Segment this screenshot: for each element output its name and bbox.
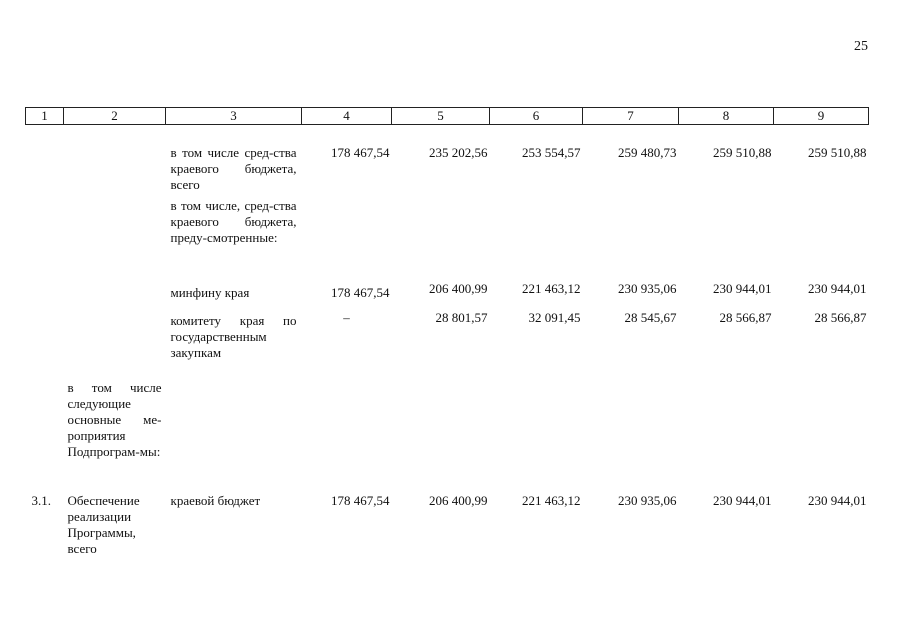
value-cell: 28 545,67 [624, 309, 677, 325]
table-row [26, 380, 869, 493]
funding-source-cell: в том числе сред-ства краевого бюджета, всего [170, 145, 297, 192]
value-cell: 230 935,06 [618, 280, 677, 296]
value-cell: 230 944,01 [713, 280, 772, 296]
value-cell [583, 380, 679, 493]
budget-table [25, 107, 869, 573]
value-cell: 230 944,01 [808, 280, 867, 296]
column-header: 7 [583, 108, 679, 125]
value-cell [302, 198, 392, 281]
value-cell: 206 400,99 [429, 492, 488, 508]
value-cell [774, 380, 869, 493]
value-cell: 178 467,54 [331, 145, 390, 160]
value-cell [583, 198, 679, 281]
value-cell: 28 801,57 [435, 309, 488, 325]
table-row [26, 493, 869, 573]
activity-name-cell: Обеспечение реализации Программы, всего [67, 492, 140, 556]
value-cell: 221 463,12 [522, 280, 581, 296]
table-row [26, 198, 869, 281]
value-cell: 28 566,87 [719, 309, 772, 325]
table-row [26, 281, 869, 310]
column-header: 5 [392, 108, 490, 125]
row-number-cell [26, 310, 64, 380]
column-header: 1 [26, 108, 64, 125]
funding-source-cell: в том числе, сред-ства краевого бюджета, преду-смотренные: [170, 197, 297, 245]
value-cell: 221 463,12 [522, 492, 581, 508]
row-number-cell [26, 281, 64, 310]
value-cell [679, 380, 774, 493]
value-cell: 235 202,56 [429, 145, 488, 160]
column-header: 6 [490, 108, 583, 125]
value-cell [774, 198, 869, 281]
table-row [26, 310, 869, 380]
table-row [26, 125, 869, 198]
column-header: 9 [774, 108, 869, 125]
row-number-cell [26, 380, 64, 493]
activity-name-cell [64, 198, 166, 281]
column-header: 2 [64, 108, 166, 125]
funding-source-cell: минфину края [170, 284, 250, 300]
value-cell: 259 480,73 [618, 145, 677, 160]
value-cell: 230 944,01 [808, 492, 867, 508]
activity-name-cell [64, 281, 166, 310]
value-cell: 230 944,01 [713, 492, 772, 508]
page-number: 25 [854, 39, 868, 54]
value-cell [490, 380, 583, 493]
row-number-cell [26, 125, 64, 198]
value-cell: 230 935,06 [618, 492, 677, 508]
value-cell: 259 510,88 [713, 145, 772, 160]
value-cell [302, 380, 392, 493]
value-cell [392, 198, 490, 281]
value-cell: 253 554,57 [522, 145, 581, 160]
value-cell: 28 566,87 [814, 309, 867, 325]
column-header: 4 [302, 108, 392, 125]
funding-source-cell: краевой бюджет [170, 492, 261, 508]
funding-source-cell [166, 380, 302, 493]
row-number-cell [26, 198, 64, 281]
row-number-cell: 3.1. [31, 492, 51, 508]
value-cell [392, 380, 490, 493]
header-row [26, 108, 869, 125]
value-cell: 178 467,54 [331, 284, 390, 300]
activity-name-cell: в том числе следующие основные ме-роприятия Подпрограм-мы: [67, 379, 162, 459]
value-cell [679, 198, 774, 281]
value-cell: 206 400,99 [429, 280, 488, 296]
value-cell: 259 510,88 [808, 145, 867, 160]
value-cell: – [343, 309, 350, 325]
value-cell: 178 467,54 [331, 492, 390, 508]
value-cell [490, 198, 583, 281]
column-header: 3 [166, 108, 302, 125]
value-cell: 32 091,45 [528, 309, 581, 325]
activity-name-cell [64, 125, 166, 198]
funding-source-cell: комитету края по государственным закупкам [170, 312, 297, 360]
activity-name-cell [64, 310, 166, 380]
column-header: 8 [679, 108, 774, 125]
